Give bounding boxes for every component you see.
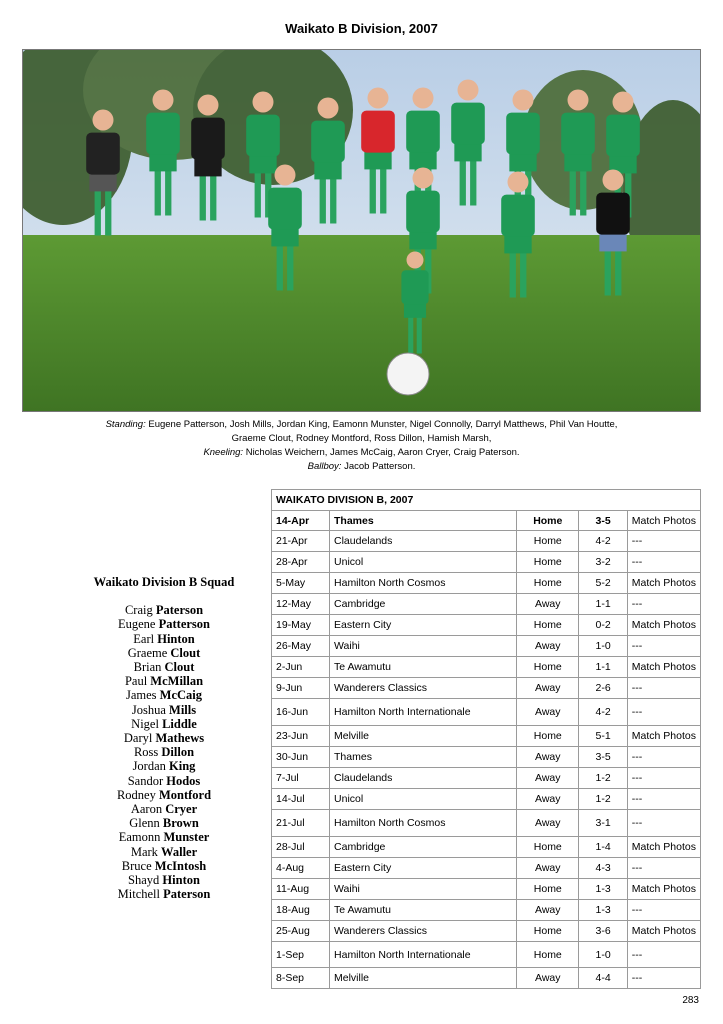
fixture-date: 11-Aug (272, 879, 330, 900)
fixture-venue: Away (517, 789, 579, 810)
fixture-photos: --- (627, 531, 700, 552)
fixture-date: 7-Jul (272, 768, 330, 789)
squad-player (55, 830, 273, 844)
player-last-name: Montford (158, 787, 212, 802)
fixture-row (272, 747, 701, 768)
squad-player (55, 660, 273, 674)
fixture-opponent: Hamilton North Internationale (330, 942, 517, 968)
fixture-photos: --- (627, 747, 700, 768)
ballboy-names: Jacob Patterson. (344, 461, 416, 472)
squad-player (55, 674, 273, 688)
fixture-date: 19-May (272, 615, 330, 636)
fixture-opponent: Melville (330, 968, 517, 989)
fixture-opponent: Wanderers Classics (330, 678, 517, 699)
fixture-score: 1-1 (579, 657, 627, 678)
fixture-opponent: Eastern City (330, 615, 517, 636)
fixture-venue: Away (517, 810, 579, 837)
player-last-name: Mathews (155, 731, 205, 746)
player-first-name: James (125, 688, 157, 703)
fixture-row (272, 636, 701, 657)
fixture-photos[interactable]: Match Photos (627, 573, 700, 594)
squad-player (55, 887, 273, 901)
player-first-name: Craig (124, 603, 153, 618)
fixture-row (272, 726, 701, 747)
player-first-name: Daryl (123, 731, 153, 746)
player-last-name: Dillon (161, 745, 195, 760)
fixture-score: 4-2 (579, 699, 627, 726)
fixture-score: 3-2 (579, 552, 627, 573)
fixture-score: 3-6 (579, 921, 627, 942)
fixture-row (272, 837, 701, 858)
fixture-date: 16-Jun (272, 699, 330, 726)
fixture-opponent: Unicol (330, 552, 517, 573)
player-first-name: Aaron (130, 802, 163, 817)
fixture-date: 14-Apr (272, 511, 330, 531)
fixture-venue: Home (517, 942, 579, 968)
squad-player (55, 632, 273, 646)
fixture-row (272, 810, 701, 837)
fixture-row (272, 921, 701, 942)
fixture-opponent: Thames (330, 511, 517, 531)
fixture-score: 5-2 (579, 573, 627, 594)
fixture-date: 30-Jun (272, 747, 330, 768)
fixture-venue: Home (517, 726, 579, 747)
fixture-photos: --- (627, 968, 700, 989)
fixture-opponent: Waihi (330, 879, 517, 900)
fixture-photos[interactable]: Match Photos (627, 726, 700, 747)
fixture-date: 2-Jun (272, 657, 330, 678)
player-first-name: Eamonn (118, 830, 161, 845)
player-first-name: Jordan (132, 759, 166, 774)
squad-player (55, 816, 273, 830)
player-first-name: Paul (124, 674, 148, 689)
kneeling-label: Kneeling: (203, 447, 244, 458)
player-last-name: Paterson (163, 887, 211, 902)
player-last-name: King (169, 759, 196, 774)
fixture-score: 1-1 (579, 594, 627, 615)
fixture-venue: Away (517, 858, 579, 879)
fixture-score: 1-2 (579, 789, 627, 810)
fixture-venue: Home (517, 879, 579, 900)
fixture-row (272, 594, 701, 615)
fixture-row (272, 511, 701, 531)
squad-player (55, 788, 273, 802)
fixture-score: 2-6 (579, 678, 627, 699)
fixture-row (272, 879, 701, 900)
fixtures-table (271, 489, 701, 989)
player-last-name: McMillan (150, 674, 204, 689)
player-last-name: Paterson (155, 603, 204, 618)
fixture-row (272, 942, 701, 968)
player-first-name: Graeme (127, 645, 168, 660)
fixture-photos[interactable]: Match Photos (627, 511, 700, 531)
fixture-date: 9-Jun (272, 678, 330, 699)
player-last-name: Clout (164, 660, 195, 675)
fixture-photos[interactable]: Match Photos (627, 921, 700, 942)
player-first-name: Joshua (131, 702, 166, 717)
fixture-score: 0-2 (579, 615, 627, 636)
player-first-name: Sandor (127, 773, 164, 788)
fixture-row (272, 573, 701, 594)
fixture-date: 28-Apr (272, 552, 330, 573)
player-first-name: Mark (130, 844, 158, 859)
squad-player (55, 745, 273, 759)
player-last-name: Munster (163, 830, 210, 845)
team-photo-illustration (23, 50, 700, 411)
fixture-score: 1-2 (579, 768, 627, 789)
squad-player (55, 845, 273, 859)
fixture-venue: Away (517, 678, 579, 699)
fixture-opponent: Unicol (330, 789, 517, 810)
squad-player (55, 617, 273, 631)
fixture-date: 8-Sep (272, 968, 330, 989)
player-first-name: Mitchell (117, 887, 160, 902)
fixture-score: 3-5 (579, 511, 627, 531)
fixture-photos[interactable]: Match Photos (627, 837, 700, 858)
caption-ballboy-line (22, 460, 701, 474)
page-title: Waikato B Division, 2007 (285, 21, 438, 36)
fixture-opponent: Waihi (330, 636, 517, 657)
fixture-date: 26-May (272, 636, 330, 657)
squad-player (55, 774, 273, 788)
page-number: 283 (682, 995, 699, 1006)
fixture-opponent: Hamilton North Internationale (330, 699, 517, 726)
player-last-name: McCaig (159, 688, 203, 703)
fixture-venue: Away (517, 594, 579, 615)
photo-caption (22, 418, 701, 474)
fixture-photos: --- (627, 900, 700, 921)
fixture-photos: --- (627, 942, 700, 968)
fixture-score: 1-0 (579, 636, 627, 657)
player-first-name: Rodney (116, 787, 156, 802)
squad-player (55, 688, 273, 702)
fixture-date: 25-Aug (272, 921, 330, 942)
player-first-name: Ross (133, 745, 159, 760)
fixture-opponent: Thames (330, 747, 517, 768)
fixture-score: 1-0 (579, 942, 627, 968)
standing-names: Eugene Patterson, Josh Mills, Jordan King, Eamonn Munster, Nigel Connolly, Darryl Matthews, Phil Van Houtte, (148, 419, 618, 430)
fixture-venue: Away (517, 636, 579, 657)
fixture-score: 4-4 (579, 968, 627, 989)
team-photo (22, 49, 701, 412)
fixture-venue: Away (517, 699, 579, 726)
fixture-date: 23-Jun (272, 726, 330, 747)
squad-list (55, 575, 273, 901)
squad-heading: Waikato Division B Squad (93, 575, 235, 589)
player-first-name: Eugene (118, 617, 156, 632)
fixture-date: 4-Aug (272, 858, 330, 879)
fixture-row (272, 552, 701, 573)
fixture-venue: Away (517, 968, 579, 989)
fixture-photos: --- (627, 810, 700, 837)
fixture-date: 18-Aug (272, 900, 330, 921)
fixture-photos[interactable]: Match Photos (627, 615, 700, 636)
caption-standing-line (22, 418, 701, 432)
fixture-score: 1-4 (579, 837, 627, 858)
fixture-opponent: Hamilton North Cosmos (330, 810, 517, 837)
fixture-score: 1-3 (579, 879, 627, 900)
fixture-row (272, 968, 701, 989)
player-first-name: Bruce (121, 858, 152, 873)
fixture-opponent: Melville (330, 726, 517, 747)
kneeling-names: Nicholas Weichern, James McCaig, Aaron Cryer, Craig Paterson. (245, 447, 520, 458)
fixture-photos: --- (627, 594, 700, 615)
fixture-date: 5-May (272, 573, 330, 594)
squad-player (55, 859, 273, 873)
fixture-photos: --- (627, 768, 700, 789)
fixture-venue: Home (517, 573, 579, 594)
fixture-photos: --- (627, 699, 700, 726)
fixture-opponent: Cambridge (330, 594, 517, 615)
fixture-venue: Home (517, 837, 579, 858)
fixture-row (272, 789, 701, 810)
player-last-name: Hodos (166, 773, 201, 788)
fixture-opponent: Claudelands (330, 531, 517, 552)
player-last-name: Brown (162, 816, 199, 831)
squad-player (55, 717, 273, 731)
fixture-photos: --- (627, 636, 700, 657)
player-last-name: Hinton (157, 631, 195, 646)
standing-label: Standing: (105, 419, 146, 430)
fixture-score: 1-3 (579, 900, 627, 921)
squad-player (55, 646, 273, 660)
fixture-opponent: Claudelands (330, 768, 517, 789)
squad-players (55, 603, 273, 901)
player-first-name: Nigel (131, 716, 159, 731)
fixture-score: 3-1 (579, 810, 627, 837)
squad-player (55, 873, 273, 887)
fixture-row (272, 699, 701, 726)
fixture-venue: Away (517, 900, 579, 921)
fixture-photos: --- (627, 678, 700, 699)
player-last-name: Clout (170, 645, 201, 660)
fixture-photos: --- (627, 552, 700, 573)
player-first-name: Glenn (129, 816, 160, 831)
fixture-date: 28-Jul (272, 837, 330, 858)
fixture-date: 21-Apr (272, 531, 330, 552)
player-first-name: Shayd (128, 873, 160, 888)
fixture-score: 3-5 (579, 747, 627, 768)
fixture-venue: Home (517, 531, 579, 552)
fixture-row (272, 615, 701, 636)
fixture-venue: Home (517, 615, 579, 636)
fixture-date: 1-Sep (272, 942, 330, 968)
caption-standing-line-2: Graeme Clout, Rodney Montford, Ross Dillon, Hamish Marsh, (231, 433, 492, 444)
player-first-name: Brian (133, 660, 162, 675)
fixture-venue: Away (517, 747, 579, 768)
football-icon (387, 353, 429, 395)
squad-player (55, 603, 273, 617)
fixture-venue: Home (517, 511, 579, 531)
player-last-name: Hinton (162, 873, 200, 888)
squad-player (55, 731, 273, 745)
fixture-opponent: Hamilton North Cosmos (330, 573, 517, 594)
fixture-date: 12-May (272, 594, 330, 615)
ballboy-label: Ballboy: (307, 461, 342, 472)
fixture-opponent: Te Awamutu (330, 657, 517, 678)
fixture-photos[interactable]: Match Photos (627, 657, 700, 678)
fixture-row (272, 900, 701, 921)
fixture-venue: Home (517, 921, 579, 942)
fixture-score: 5-1 (579, 726, 627, 747)
fixture-opponent: Eastern City (330, 858, 517, 879)
fixture-opponent: Cambridge (330, 837, 517, 858)
player-last-name: Patterson (158, 617, 210, 632)
squad-player (55, 802, 273, 816)
fixture-row (272, 768, 701, 789)
fixture-row (272, 678, 701, 699)
fixture-row (272, 858, 701, 879)
fixture-score: 4-3 (579, 858, 627, 879)
fixtures-heading-row (272, 490, 701, 511)
fixture-venue: Home (517, 552, 579, 573)
fixture-photos: --- (627, 789, 700, 810)
squad-player (55, 703, 273, 717)
fixture-row (272, 531, 701, 552)
player-last-name: Cryer (165, 802, 198, 817)
player-last-name: McIntosh (154, 858, 207, 873)
player-last-name: Mills (169, 702, 197, 717)
caption-kneeling-line (22, 446, 701, 460)
squad-player (55, 759, 273, 773)
player-first-name: Earl (133, 631, 155, 646)
player-last-name: Waller (161, 844, 198, 859)
fixture-row (272, 657, 701, 678)
fixture-score: 4-2 (579, 531, 627, 552)
fixture-venue: Home (517, 657, 579, 678)
player-last-name: Liddle (162, 716, 197, 731)
fixtures-heading: WAIKATO DIVISION B, 2007 (272, 490, 701, 511)
fixture-date: 14-Jul (272, 789, 330, 810)
fixture-date: 21-Jul (272, 810, 330, 837)
fixture-photos: --- (627, 858, 700, 879)
fixture-photos[interactable]: Match Photos (627, 879, 700, 900)
fixture-venue: Away (517, 768, 579, 789)
fixture-opponent: Wanderers Classics (330, 921, 517, 942)
fixture-opponent: Te Awamutu (330, 900, 517, 921)
